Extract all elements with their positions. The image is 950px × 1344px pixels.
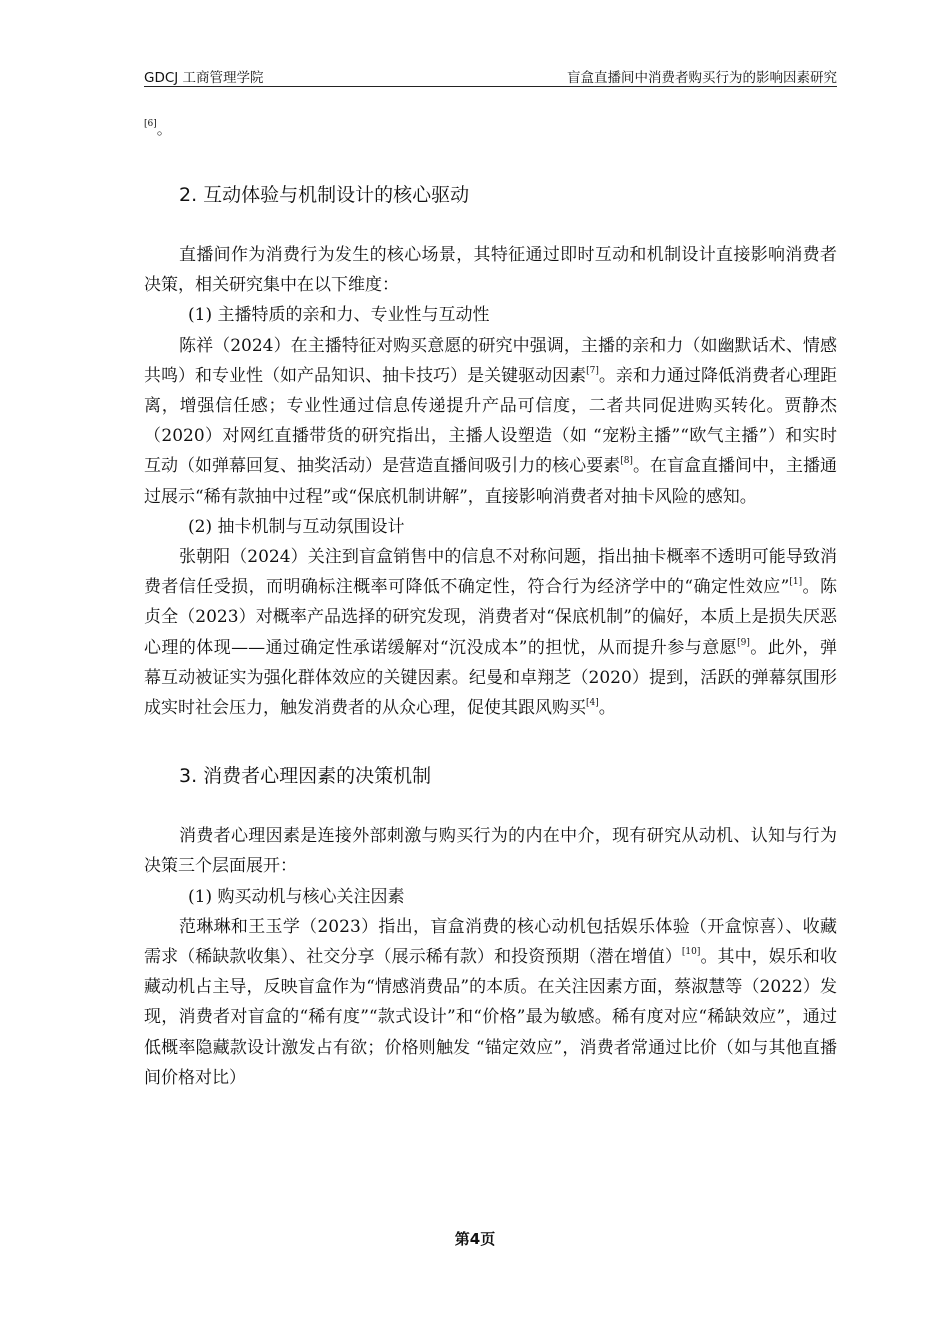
citation: [8] bbox=[620, 456, 633, 467]
citation: [1] bbox=[789, 577, 803, 588]
section-heading-2: 2. 互动体验与机制设计的核心驱动 bbox=[179, 184, 470, 206]
citation: [9] bbox=[737, 637, 750, 648]
page-content bbox=[144, 116, 837, 1093]
citation: [4] bbox=[586, 698, 599, 709]
section-3-intro: 消费者心理因素是连接外部刺激与购买行为的内在中介，现有研究从动机、认知与行为决策三个层面展开： bbox=[144, 826, 837, 877]
paragraph-2-1: 陈祥（2024）在主播特征对购买意愿的研究中强调，主播的亲和力（如幽默话术、情感共鸣）和专业性（如产品知识、抽卡技巧）是关键驱动因素[7]。亲和力通过降低消费者心理距离，增强信任感；专业性通过信息传递提升产品可信度，二者共同促进购买转化。贾静杰（2020）对网红直播带货的研究指出，主播人设塑造（如 “宠粉主播”“欧气主播”）和实时互动（如弹幕回复、抽奖活动）是营造直播间吸引力的核心要素[8]。在盲盒直播间中，主播通过展示“稀有款抽中过程”或“保底机制讲解”，直接影响消费者对抽卡风险的感知。 bbox=[144, 335, 838, 507]
section-heading-3: 3. 消费者心理因素的决策机制 bbox=[179, 765, 432, 788]
subheading-3-1: (1) 购买动机与核心关注因素 bbox=[188, 886, 405, 907]
continued-fragment: [6]。 bbox=[144, 119, 172, 138]
section-2-intro: 直播间作为消费行为发生的核心场景，其特征通过即时互动和机制设计直接影响消费者决策，相关研究集中在以下维度： bbox=[144, 245, 837, 296]
page-number: 第4页 bbox=[454, 1230, 496, 1248]
header-institution: GDCJ 工商管理学院 bbox=[144, 70, 264, 86]
citation: [6] bbox=[144, 119, 157, 129]
subheading-2-1: (1) 主播特质的亲和力、专业性与互动性 bbox=[188, 305, 490, 326]
paragraph-3-1: 范琳琳和王玉学（2023）指出，盲盒消费的核心动机包括娱乐体验（开盒惊喜）、收藏需求（稀缺款收集）、社交分享（展示稀有款）和投资预期（潜在增值）[10]。其中，娱乐和收藏动机占主导，反映盲盒作为“情感消费品”的本质。在关注因素方面，蔡淑慧等（2022）发现，消费者对盲盒的“稀有度”“款式设计”和“价格”最为敏感。稀有度对应“稀缺效应”，通过低概率隐藏款设计激发占有欲；价格则触发 “锚定效应”，消费者常通过比价（如与其他直播间价格对比） bbox=[144, 916, 838, 1088]
subheading-2-2: (2) 抽卡机制与互动氛围设计 bbox=[188, 516, 405, 537]
paragraph-2-2: 张朝阳（2024）关注到盲盒销售中的信息不对称问题，指出抽卡概率不透明可能导致消费者信任受损，而明确标注概率可降低不确定性，符合行为经济学中的“确定性效应”[1]。陈贞全（2023）对概率产品选择的研究发现，消费者对“保底机制”的偏好，本质上是损失厌恶心理的体现——通过确定性承诺缓解对“沉没成本”的担忧，从而提升参与意愿[9]。此外，弹幕互动被证实为强化群体效应的关键因素。纪曼和卓翔芝（2020）提到，活跃的弹幕氛围形成实时社会压力，触发消费者的从众心理，促使其跟风购买[4]。 bbox=[144, 547, 837, 719]
header-thesis-title: 盲盒直播间中消费者购买行为的影响因素研究 bbox=[567, 70, 837, 86]
citation: [7] bbox=[586, 365, 599, 376]
citation: [10] bbox=[681, 947, 701, 958]
page-header bbox=[144, 66, 837, 87]
